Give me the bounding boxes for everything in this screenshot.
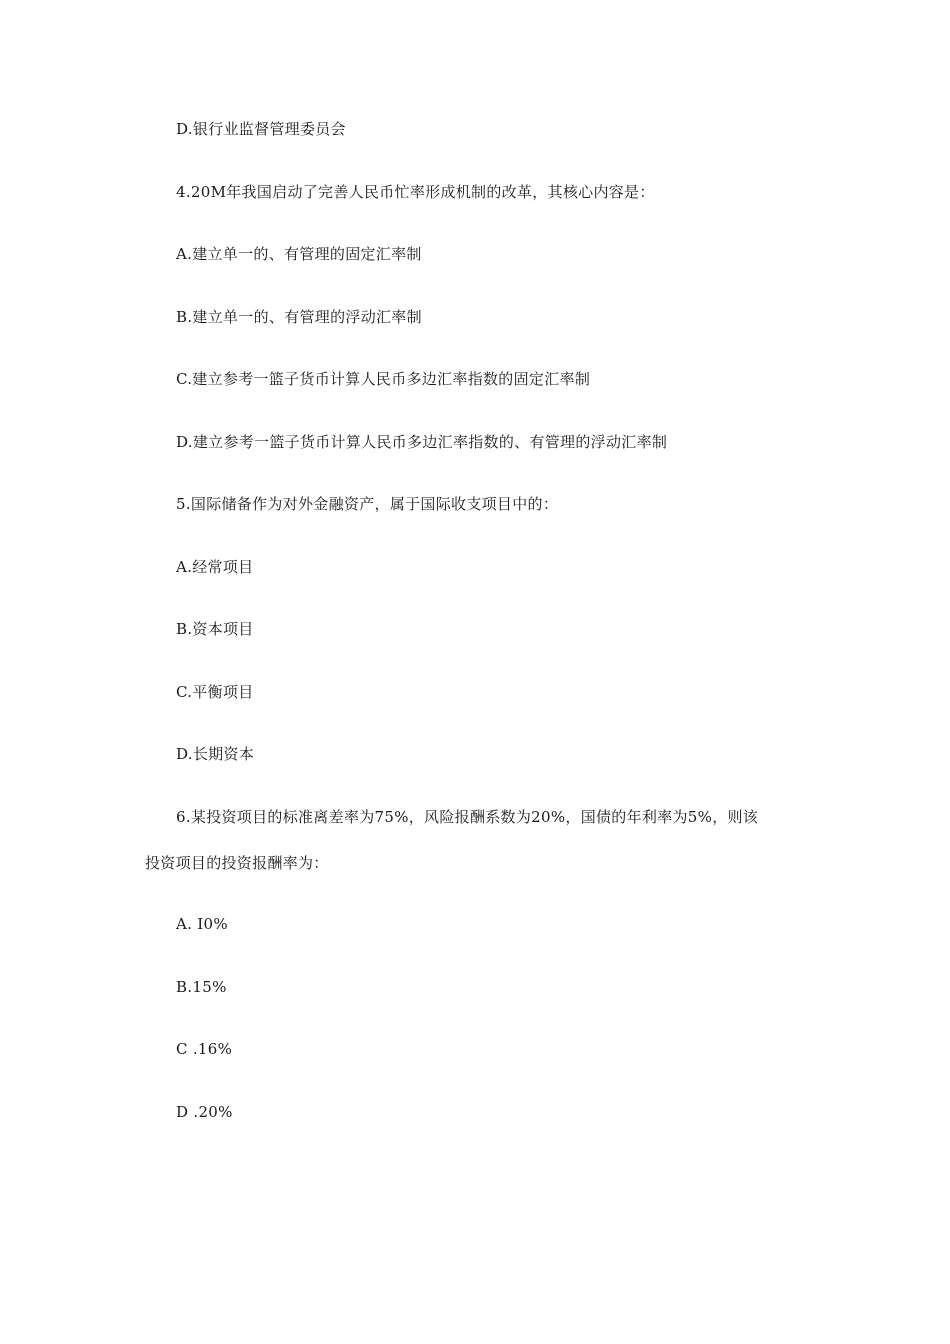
question-6: 6.某投资项目的标准离差率为75%，风险报酬系数为20%，国债的年利率为5%，则该 bbox=[176, 808, 759, 826]
option-q6-b: B.15% bbox=[176, 978, 227, 996]
option-q3-d: D.银行业监督管理委员会 bbox=[176, 120, 346, 138]
question-4: 4.20M年我国启动了完善人民币忙率形成机制的改革，其核心内容是： bbox=[176, 183, 655, 201]
option-q5-d: D.长期资本 bbox=[176, 745, 255, 763]
option-q4-a: A.建立单一的、有管理的固定汇率制 bbox=[176, 245, 422, 263]
option-q6-a: A. I0% bbox=[176, 915, 228, 933]
option-q6-c: C .16% bbox=[176, 1040, 233, 1058]
option-q4-b: B.建立单一的、有管理的浮动汇率制 bbox=[176, 308, 422, 326]
question-5: 5.国际储备作为对外金融资产，属于国际收支项目中的： bbox=[176, 495, 559, 513]
option-q4-c: C.建立参考一篮子货币计算人民币多边汇率指数的固定汇率制 bbox=[176, 370, 591, 388]
option-q5-a: A.经常项目 bbox=[176, 558, 254, 576]
option-q6-d: D .20% bbox=[176, 1103, 233, 1121]
option-q4-d: D.建立参考一篮子货币计算人民币多边汇率指数的、有管理的浮动汇率制 bbox=[176, 433, 668, 451]
question-6-continuation: 投资项目的投资报酬率为： bbox=[145, 854, 329, 872]
option-q5-b: B.资本项目 bbox=[176, 620, 254, 638]
option-q5-c: C.平衡项目 bbox=[176, 683, 254, 701]
